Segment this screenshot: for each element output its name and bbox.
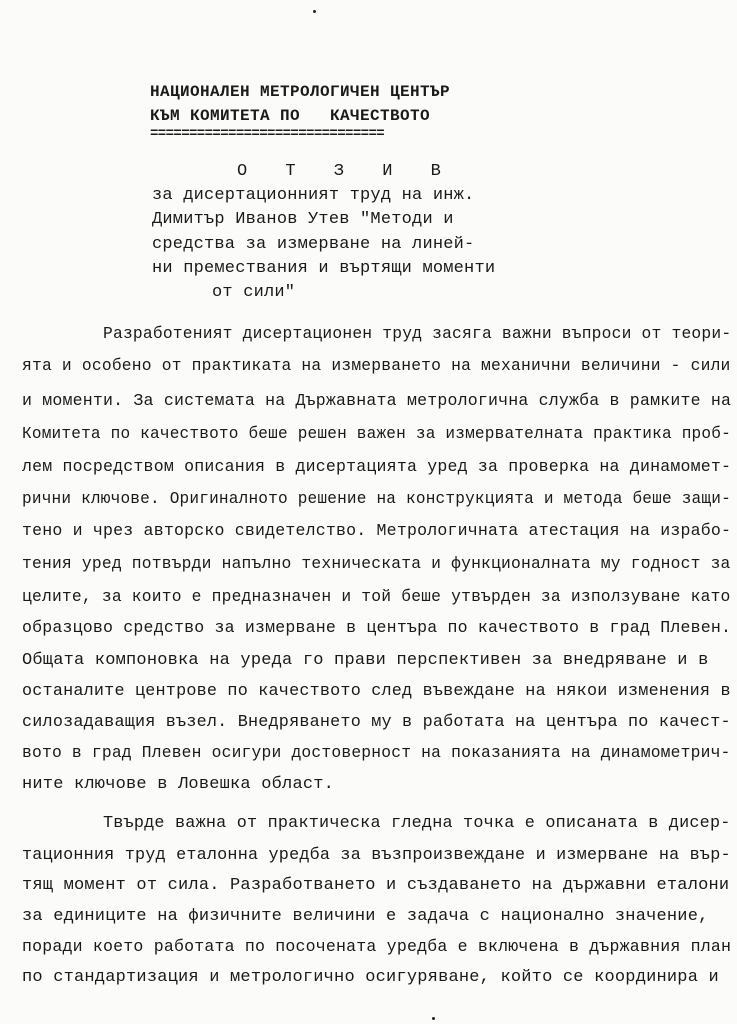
body-line: ята и особено от практиката на измерването на механични величини - сили: [22, 357, 731, 376]
body-line: вото в град Плевен осигури достоверност на показанията на динамометрич-: [22, 744, 731, 763]
paper-speck: [432, 1017, 435, 1020]
body-line: за единиците на физичните величини е задача с национално значение,: [22, 907, 709, 926]
body-line: поради което работата по посочената уредба е включена в държавния план: [22, 938, 732, 957]
body-line: Разработеният дисертационен труд засяга важни въпроси от теори-: [103, 325, 732, 344]
body-line: Комитета по качеството беше решен важен за измервателната практика проб-: [22, 425, 731, 444]
body-line: тения уред потвърди напълно техническата и функционалната му годност за: [22, 555, 731, 574]
body-line: по стандартизация и метрологично осигуряване, който се координира и: [22, 968, 719, 987]
header-line-2: КЪМ КОМИТЕТА ПО КАЧЕСТВОТО: [150, 107, 431, 125]
subtitle-line: от сили": [212, 283, 296, 302]
body-line: тящ момент от сила. Разработването и създаването на държавни еталони: [22, 876, 730, 895]
body-line: останалите центрове по качеството след въвеждане на някои изменения в: [22, 682, 731, 701]
body-line: Твърде важна от практическа гледна точка е описаната в дисер-: [103, 814, 731, 833]
header-line-1: НАЦИОНАЛЕН МЕТРОЛОГИЧЕН ЦЕНТЪР: [150, 83, 451, 101]
body-line: рични ключове. Оригиналното решение на конструкцията и метода беше защи-: [22, 490, 731, 509]
subtitle-line: Димитър Иванов Утев "Методи и: [152, 210, 454, 229]
subtitle-line: ни премествания и въртящи моменти: [152, 259, 496, 278]
body-line: силозадаващия възел. Внедряването му в работата на центъра по качест-: [22, 713, 731, 732]
subtitle-line: за дисертационният труд на инж.: [152, 186, 475, 205]
body-line: и моменти. За системата на Държавната метрологична служба в рамките на: [22, 392, 732, 411]
body-line: ните ключове в Ловешка област.: [22, 775, 335, 794]
body-line: Общата компоновка на уреда го прави перспективен за внедряване и в: [22, 651, 709, 670]
body-line: тационния труд еталонна уредба за възпроизвеждане и измерване на вър-: [22, 846, 731, 865]
paper-speck: [313, 10, 316, 13]
body-line: тено и чрез авторско свидетелство. Метрологичната атестация на изрaбо-: [22, 522, 732, 541]
body-line: целите, за които е предназначен и той беше утвърден за използуване като: [22, 588, 731, 607]
document-heading: О Т З И В: [237, 162, 455, 181]
subtitle-line: средства за измерване на линей-: [152, 235, 475, 254]
body-line: лем посредством описания в дисертацията уред за проверка на динамомет-: [22, 458, 732, 477]
header-rule: ==============================: [150, 126, 385, 142]
body-line: образцово средство за измерване в центъра по качеството в град Плевен.: [22, 619, 732, 638]
